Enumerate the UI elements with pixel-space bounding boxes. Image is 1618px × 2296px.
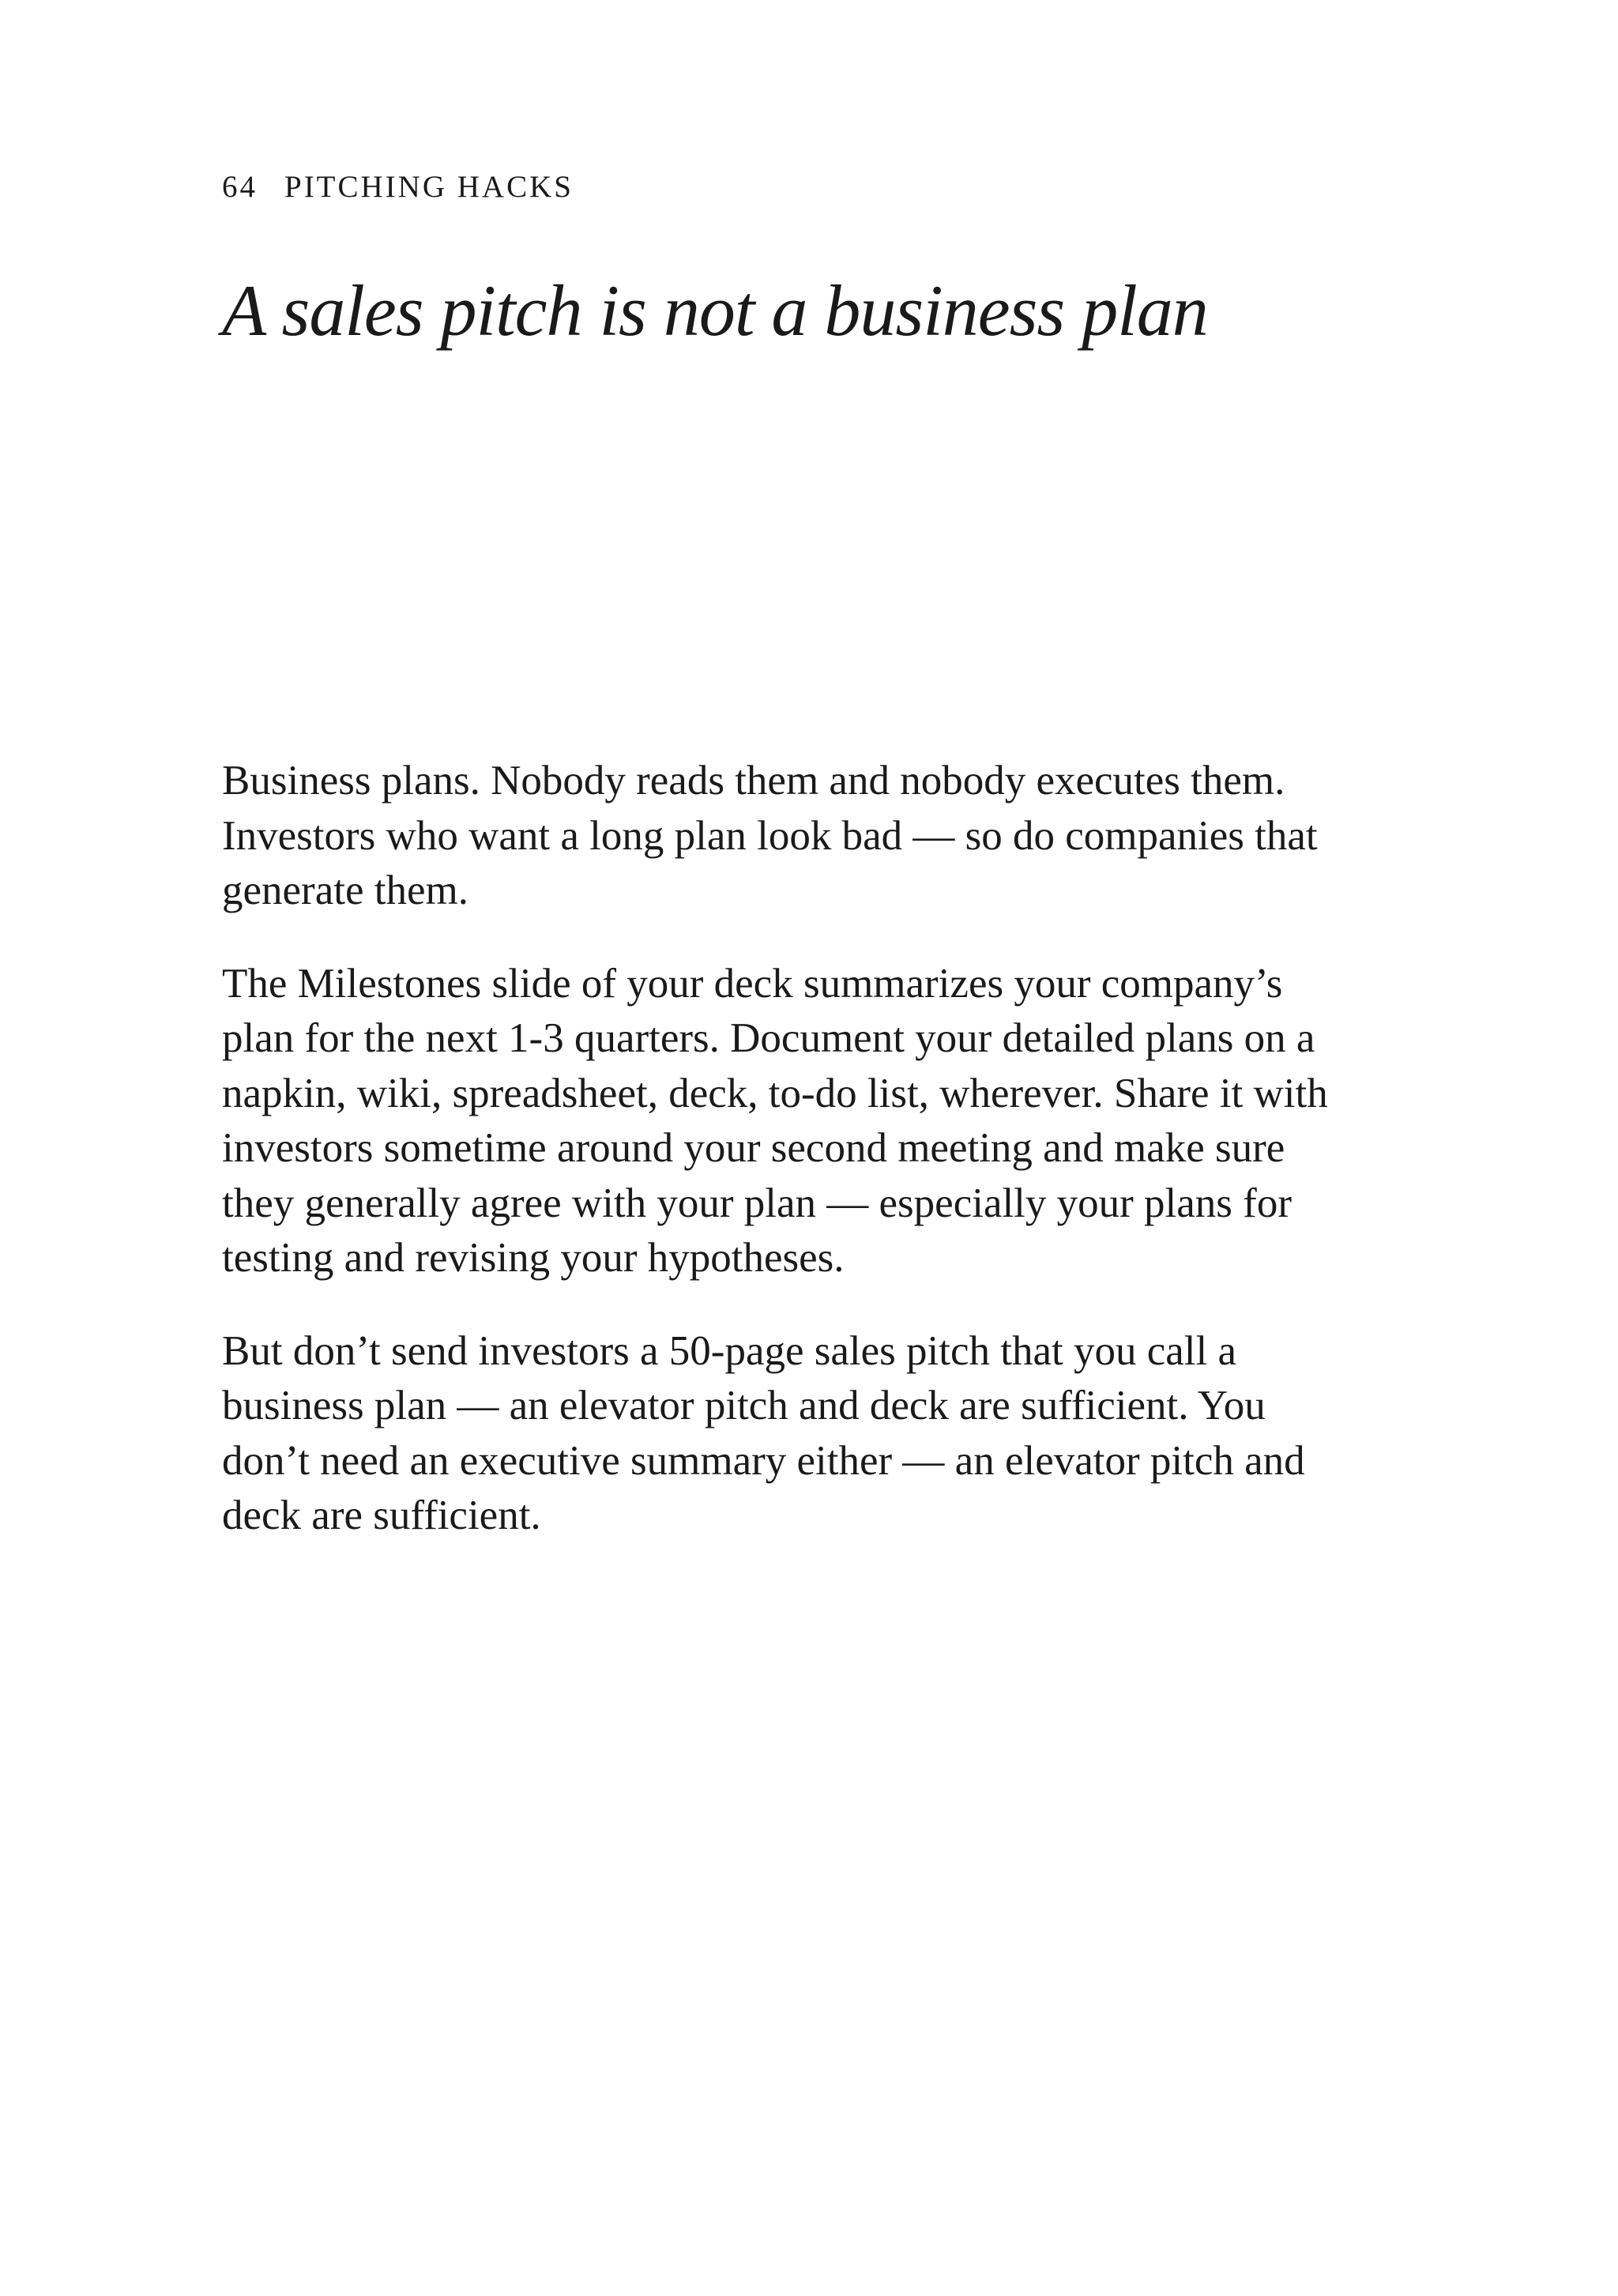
running-header bbox=[222, 167, 574, 207]
text-line: napkin, wiki, spreadsheet, deck, to-do list, wherever. Share it with bbox=[222, 1070, 1328, 1116]
text-line: generate them. bbox=[222, 868, 468, 913]
paragraph bbox=[222, 754, 1431, 919]
chapter-title: A sales pitch is not a business plan bbox=[222, 270, 1208, 351]
paragraph bbox=[222, 957, 1431, 1286]
text-line: deck are sufficient. bbox=[222, 1492, 541, 1538]
page-number: 64 bbox=[222, 170, 258, 204]
text-line: The Milestones slide of your deck summarizes your company’s bbox=[222, 960, 1283, 1007]
text-line: testing and revising your hypotheses. bbox=[222, 1235, 845, 1281]
text-line: plan for the next 1-3 quarters. Document your detailed plans on a bbox=[222, 1015, 1315, 1061]
text-line: don’t need an executive summary either — an elevator pitch and bbox=[222, 1437, 1305, 1484]
text-line: they generally agree with your plan — especially your plans for bbox=[222, 1180, 1292, 1226]
text-line: Business plans. Nobody reads them and nobody executes them. bbox=[222, 758, 1285, 804]
text-line: business plan — an elevator pitch and deck are sufficient. You bbox=[222, 1383, 1266, 1428]
paragraph bbox=[222, 1324, 1431, 1544]
running-title: PITCHING HACKS bbox=[284, 170, 574, 204]
text-line: But don’t send investors a 50-page sales pitch that you call a bbox=[222, 1327, 1236, 1374]
body-text bbox=[222, 754, 1431, 1582]
text-line: investors sometime around your second meeting and make sure bbox=[222, 1125, 1285, 1171]
text-line: Investors who want a long plan look bad — so do companies that bbox=[222, 812, 1318, 859]
